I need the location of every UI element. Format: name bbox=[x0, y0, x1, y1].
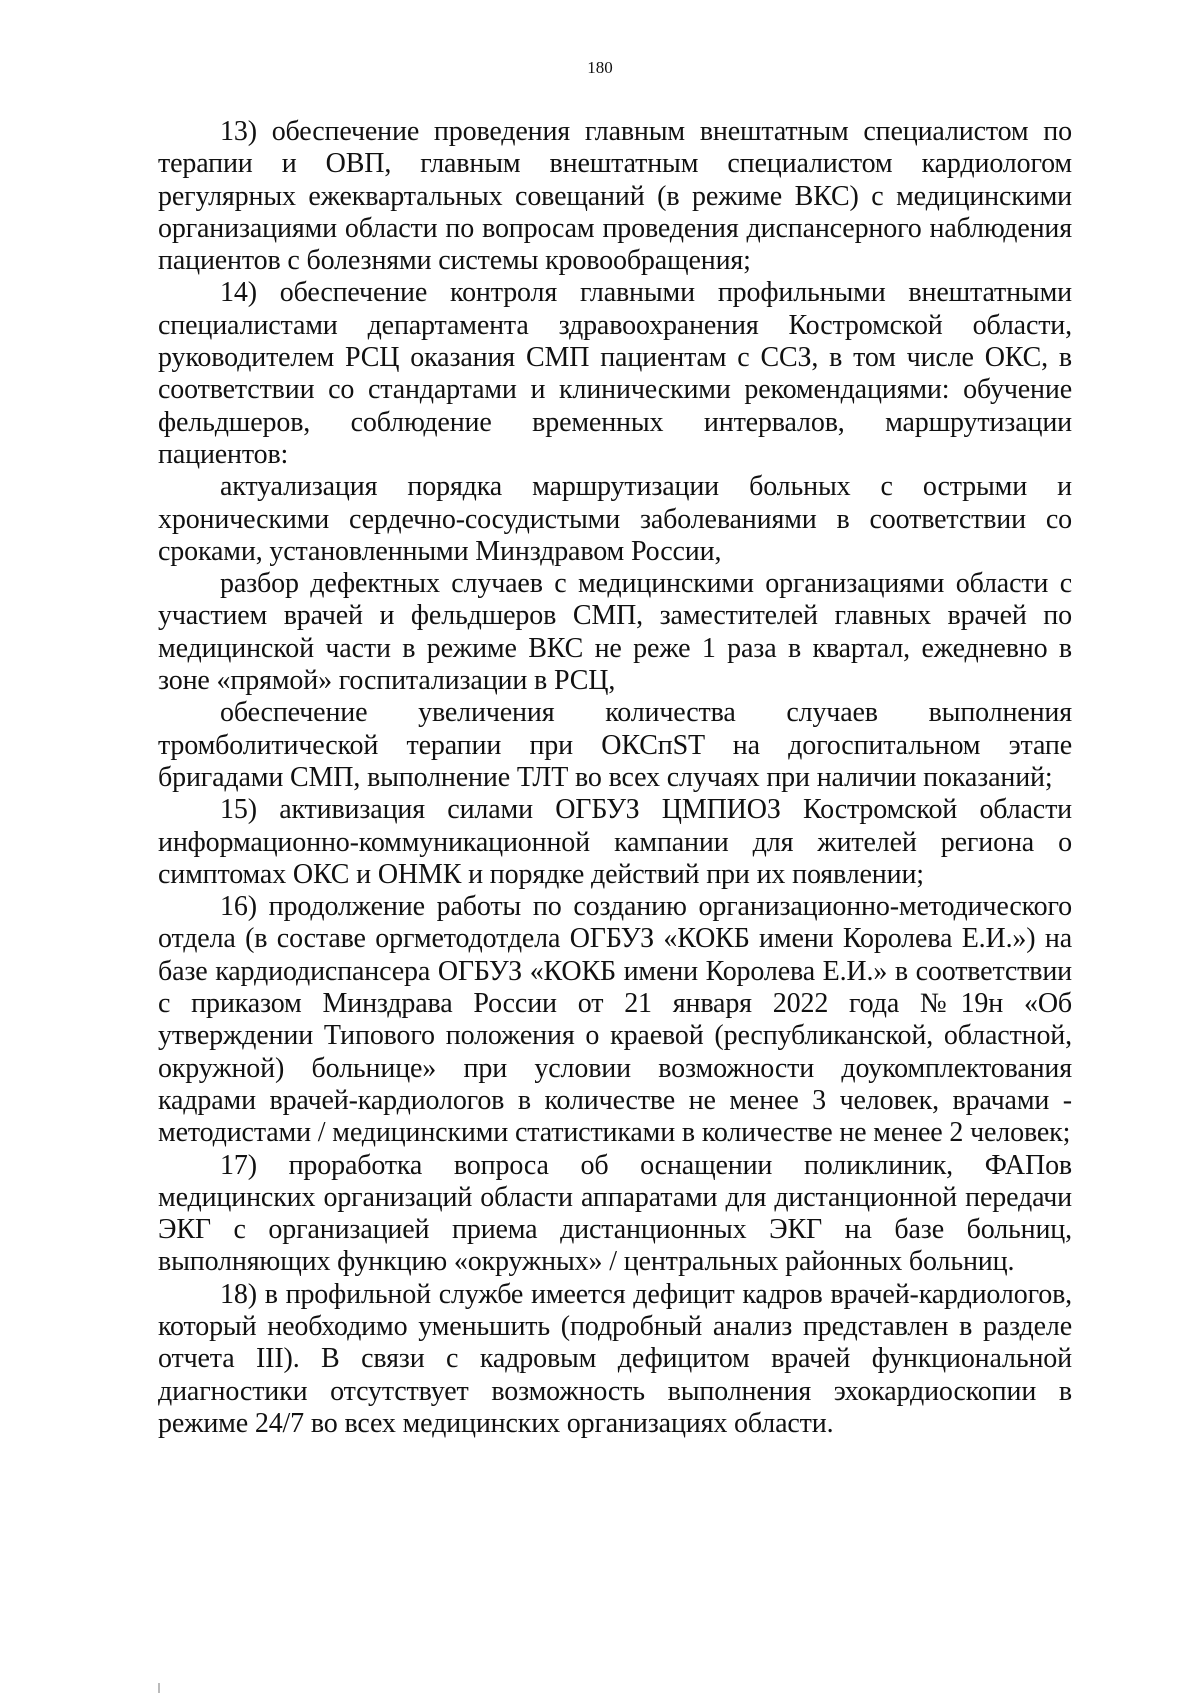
paragraph-item-15: 15) активизация силами ОГБУЗ ЦМПИОЗ Костромской области информационно-коммуникационной кампании для жителей региона о симптомах ОКС и ОНМК и порядке действий при их появлении; bbox=[158, 794, 1072, 890]
paragraph-defect-review: разбор дефектных случаев с медицинскими организациями области с участием врачей и фельдшеров СМП, заместителей главных врачей по медицинской части в режиме ВКС не реже 1 раза в квартал, ежедневно в зоне «прямой» госпитализации в РСЦ, bbox=[158, 568, 1072, 697]
paragraph-thrombolysis: обеспечение увеличения количества случаев выполнения тромболитической терапии при ОКСпST на догоспитальном этапе бригадами СМП, выполнение ТЛТ во всех случаях при наличии показаний; bbox=[158, 697, 1072, 793]
paragraph-item-16: 16) продолжение работы по созданию организационно-методического отдела (в составе оргметодотдела ОГБУЗ «КОКБ имени Королева Е.И.») на базе кардиодиспансера ОГБУЗ «КОКБ имени Королева Е.И.» в соответствии с приказом Минздрава России от 21 января 2022 года №19н «Об утверждении Типового положения о краевой (республиканской, областной, окружной) больнице» при условии возможности доукомплектования кадрами врачей-кардиологов в количестве не менее 3 человек, врачами - методистами / медицинскими статистиками в количестве не менее 2 человек; bbox=[158, 891, 1072, 1149]
scan-mark bbox=[158, 1683, 160, 1693]
paragraph-item-17: 17) проработка вопроса об оснащении поликлиник, ФАПов медицинских организаций области аппаратами для дистанционной передачи ЭКГ с организацией приема дистанционных ЭКГ на базе больниц, выполняющих функцию «окружных» / центральных районных больниц. bbox=[158, 1149, 1072, 1278]
paragraph-item-18: 18) в профильной службе имеется дефицит кадров врачей-кардиологов, который необходимо уменьшить (подробный анализ представлен в разделе отчета III). В связи с кадровым дефицитом врачей функциональной диагностики отсутствует возможность выполнения эхокардиоскопии в режиме 24/7 во всех медицинских организациях области. bbox=[158, 1278, 1072, 1439]
document-body bbox=[158, 116, 1072, 1440]
paragraph-item-13: 13) обеспечение проведения главным внештатным специалистом по терапии и ОВП, главным внештатным специалистом кардиологом регулярных ежеквартальных совещаний (в режиме ВКС) с медицинскими организациями области по вопросам проведения диспансерного наблюдения пациентов с болезнями системы кровообращения; bbox=[158, 116, 1072, 277]
paragraph-routing-update: актуализация порядка маршрутизации больных с острыми и хроническими сердечно-сосудистыми заболеваниями в соответствии со сроками, установленными Минздравом России, bbox=[158, 471, 1072, 567]
paragraph-item-14: 14) обеспечение контроля главными профильными внештатными специалистами департамента здравоохранения Костромской области, руководителем РСЦ оказания СМП пациентам с ССЗ, в том числе ОКС, в соответствии со стандартами и клиническими рекомендациями: обучение фельдшеров, соблюдение временных интервалов, маршрутизации пациентов: bbox=[158, 277, 1072, 470]
page-number: 180 bbox=[587, 58, 613, 77]
